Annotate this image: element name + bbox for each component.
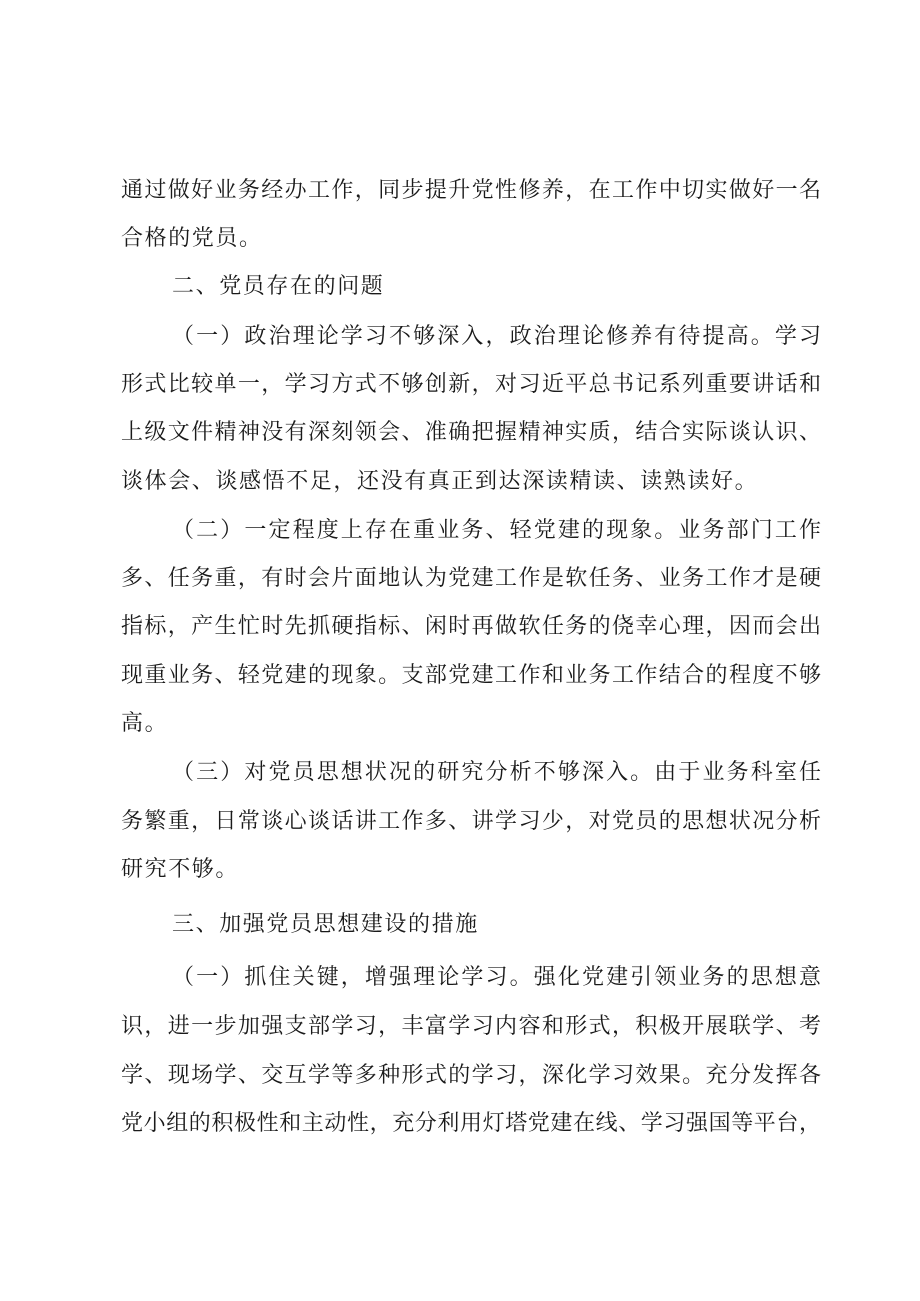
body-text-line: 上级文件精神没有深刻领会、准确把握精神实质，结合实际谈认识、 bbox=[121, 420, 821, 445]
body-text-line: 现重业务、轻党建的现象。支部党建工作和业务工作结合的程度不够 bbox=[121, 663, 821, 688]
body-text-line: （三）对党员思想状况的研究分析不够深入。由于业务科室任 bbox=[172, 760, 821, 785]
body-text-line: （二）一定程度上存在重业务、轻党建的现象。业务部门工作 bbox=[172, 518, 821, 543]
body-text-line: 多、任务重，有时会片面地认为党建工作是软任务、业务工作才是硬 bbox=[121, 566, 821, 591]
body-text-line: 高。 bbox=[121, 711, 169, 736]
section-heading: 二、党员存在的问题 bbox=[172, 274, 385, 299]
body-text-line: （一）抓住关键，增强理论学习。强化党建引领业务的思想意 bbox=[172, 965, 821, 990]
section-heading: 三、加强党员思想建设的措施 bbox=[172, 912, 479, 937]
body-text-line: 通过做好业务经办工作，同步提升党性修养，在工作中切实做好一名 bbox=[121, 178, 821, 203]
body-text-line: 识，进一步加强支部学习，丰富学习内容和形式，积极开展联学、考 bbox=[121, 1014, 821, 1039]
body-text-line: 学、现场学、交互学等多种形式的学习，深化学习效果。充分发挥各 bbox=[121, 1063, 821, 1088]
body-text-line: 党小组的积极性和主动性，充分利用灯塔党建在线、学习强国等平台， bbox=[121, 1111, 821, 1136]
body-text-line: 务繁重，日常谈心谈话讲工作多、讲学习少，对党员的思想状况分析 bbox=[121, 809, 821, 834]
body-text-line: （一）政治理论学习不够深入，政治理论修养有待提高。学习 bbox=[172, 324, 821, 349]
body-text-line: 谈体会、谈感悟不足，还没有真正到达深读精读、读熟读好。 bbox=[121, 469, 759, 494]
body-text-line: 指标，产生忙时先抓硬指标、闲时再做软任务的侥幸心理，因而会出 bbox=[121, 614, 821, 639]
body-text-line: 合格的党员。 bbox=[121, 226, 263, 251]
body-text-line: 研究不够。 bbox=[121, 857, 240, 882]
body-text-line: 形式比较单一，学习方式不够创新，对习近平总书记系列重要讲话和 bbox=[121, 372, 821, 397]
